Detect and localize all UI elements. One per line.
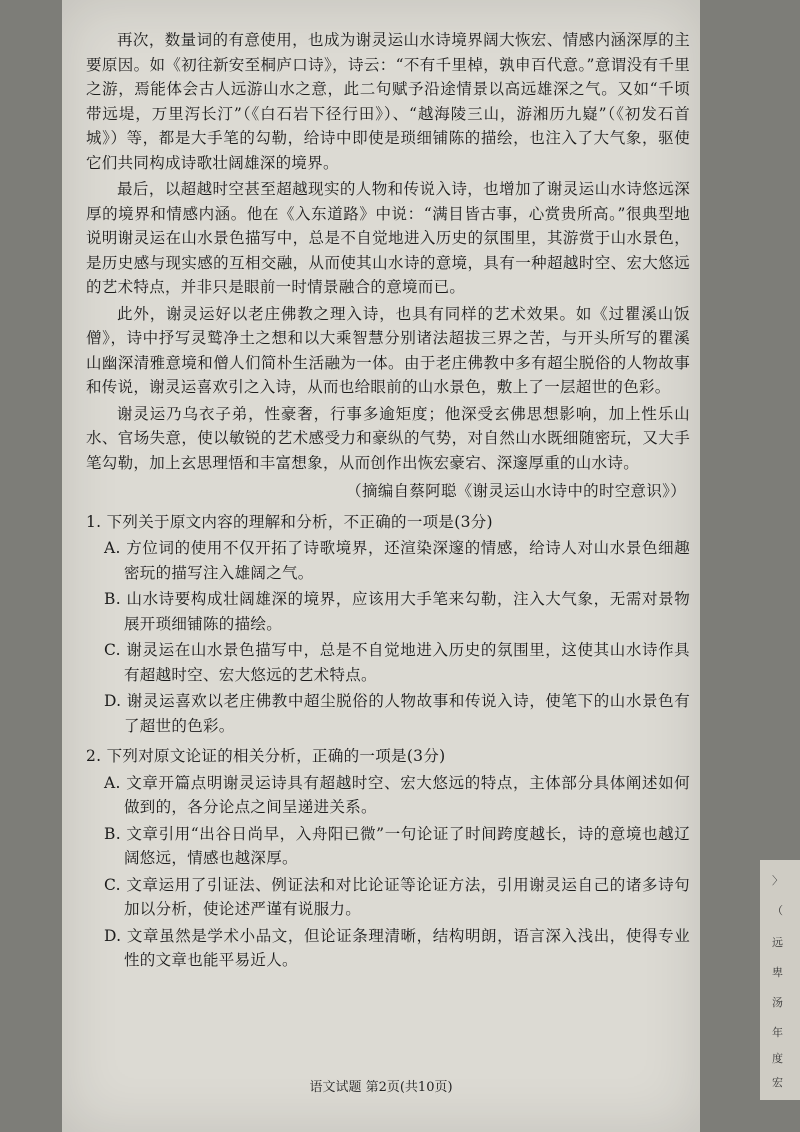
paragraph-conclusion: 谢灵运乃乌衣子弟，性豪奢，行事多逾矩度；他深受玄佛思想影响，加上性乐山水、官场失意，使以敏锐的艺术感受力和豪纵的气势，对自然山水既细随密玩，又大手笔勾勒，加上玄思理悟和丰富想象，从而创作出恢宏豪宕、深邃厚重的山水诗。 (86, 404, 690, 472)
option-b: B. 文章引用“出谷日尚早，入舟阳已微”一句论证了时间跨度越长，诗的意境也越辽阔悠远，情感也越深厚。 (104, 824, 690, 867)
option-c: C. 谢灵运在山水景色描写中，总是不自觉地进入历史的氛围里，这使其山水诗作具有超越时空、宏大悠远的艺术特点。 (104, 641, 690, 684)
margin-char: 远 (772, 936, 783, 949)
option-d: D. 文章虽然是学术小品文，但论证条理清晰，结构明朗，语言深入浅出，使得专业性的文章也能平易近人。 (104, 926, 690, 969)
margin-char: 汤 (772, 996, 783, 1009)
paragraph-transcendence: 最后，以超越时空甚至超越现实的人物和传说入诗，也增加了谢灵运山水诗悠远深厚的境界和情感内涵。他在《入东道路》中说：“满目皆古事，心赏贵所高。”很典型地说明谢灵运在山水景色描写中，总是不自觉地进入历史的氛围里，其游赏于山水景色，是历史感与现实感的互相交融，从而使其山水诗的意境，具有一种超越时空、宏大悠远的艺术特点，并非只是眼前一时情景融合的意境而已。 (86, 180, 690, 296)
paragraph-buddhism: 此外，谢灵运好以老庄佛教之理入诗，也具有同样的艺术效果。如《过瞿溪山饭僧》，诗中抒写灵鹫净土之想和以大乘智慧分别诸法超拔三界之苦，与开头所写的瞿溪山幽深清雅意境和僧人们简朴生活融为一体。由于老庄佛教中多有超尘脱俗的人物故事和传说，谢灵运喜欢引之入诗，从而也给眼前的山水景色，敷上了一层超世的色彩。 (86, 304, 690, 396)
margin-char: 年 (772, 1026, 783, 1039)
option-b: B. 山水诗要构成壮阔雄深的境界，应该用大手笔来勾勒，注入大气象，无需对景物展开琐细铺陈的描绘。 (104, 590, 690, 633)
question-stem: 1. 下列关于原文内容的理解和分析，不正确的一项是(3分) (86, 512, 493, 531)
option-c: C. 文章运用了引证法、例证法和对比论证等论证方法，引用谢灵运自己的诸多诗句加以分析，使论述严谨有说服力。 (104, 875, 690, 918)
margin-char: （ (772, 904, 783, 917)
option-a: A. 文章开篇点明谢灵运诗具有超越时空、宏大悠远的特点，主体部分具体阐述如何做到的，各分论点之间呈递进关系。 (104, 773, 690, 816)
paragraph-quantifiers: 再次，数量词的有意使用，也成为谢灵运山水诗境界阔大恢宏、情感内涵深厚的主要原因。如《初往新安至桐庐口诗》，诗云：“不有千里棹，孰申百代意。”意谓没有千里之游，焉能体会古人远游山水之意，此二句赋予沿途情景以高远雄深之气。又如“千顷带远堤，万里泻长汀”（《白石岩下径行田》）、“越海陵三山，游湘历九嶷”（《初发石首城》）等，都是大手笔的勾勒，给诗中即使是琐细铺陈的描绘，也注入了大气象，驱使它们共同构成诗歌壮阔雄深的境界。 (86, 31, 690, 172)
option-a: A. 方位词的使用不仅开拓了诗歌境界，还渲染深邃的情感，给诗人对山水景色细趣密玩的描写注入雄阔之气。 (104, 539, 690, 582)
margin-char: 〉 (772, 874, 783, 887)
page-footer: 语文试题 第2页(共10页) (309, 1080, 453, 1095)
question-1 (86, 510, 690, 739)
question-stem: 2. 下列对原文论证的相关分析，正确的一项是(3分) (86, 747, 446, 765)
margin-char: 卑 (772, 966, 783, 979)
margin-char: 度 (772, 1052, 783, 1065)
article-content (86, 28, 690, 973)
source-citation: （摘编自蔡阿聪《谢灵运山水诗中的时空意识》） (346, 482, 686, 500)
option-d: D. 谢灵运喜欢以老庄佛教中超尘脱俗的人物故事和传说入诗，使笔下的山水景色有了超世的色彩。 (104, 692, 690, 735)
question-2 (86, 744, 690, 973)
margin-char: 宏 (772, 1076, 783, 1089)
